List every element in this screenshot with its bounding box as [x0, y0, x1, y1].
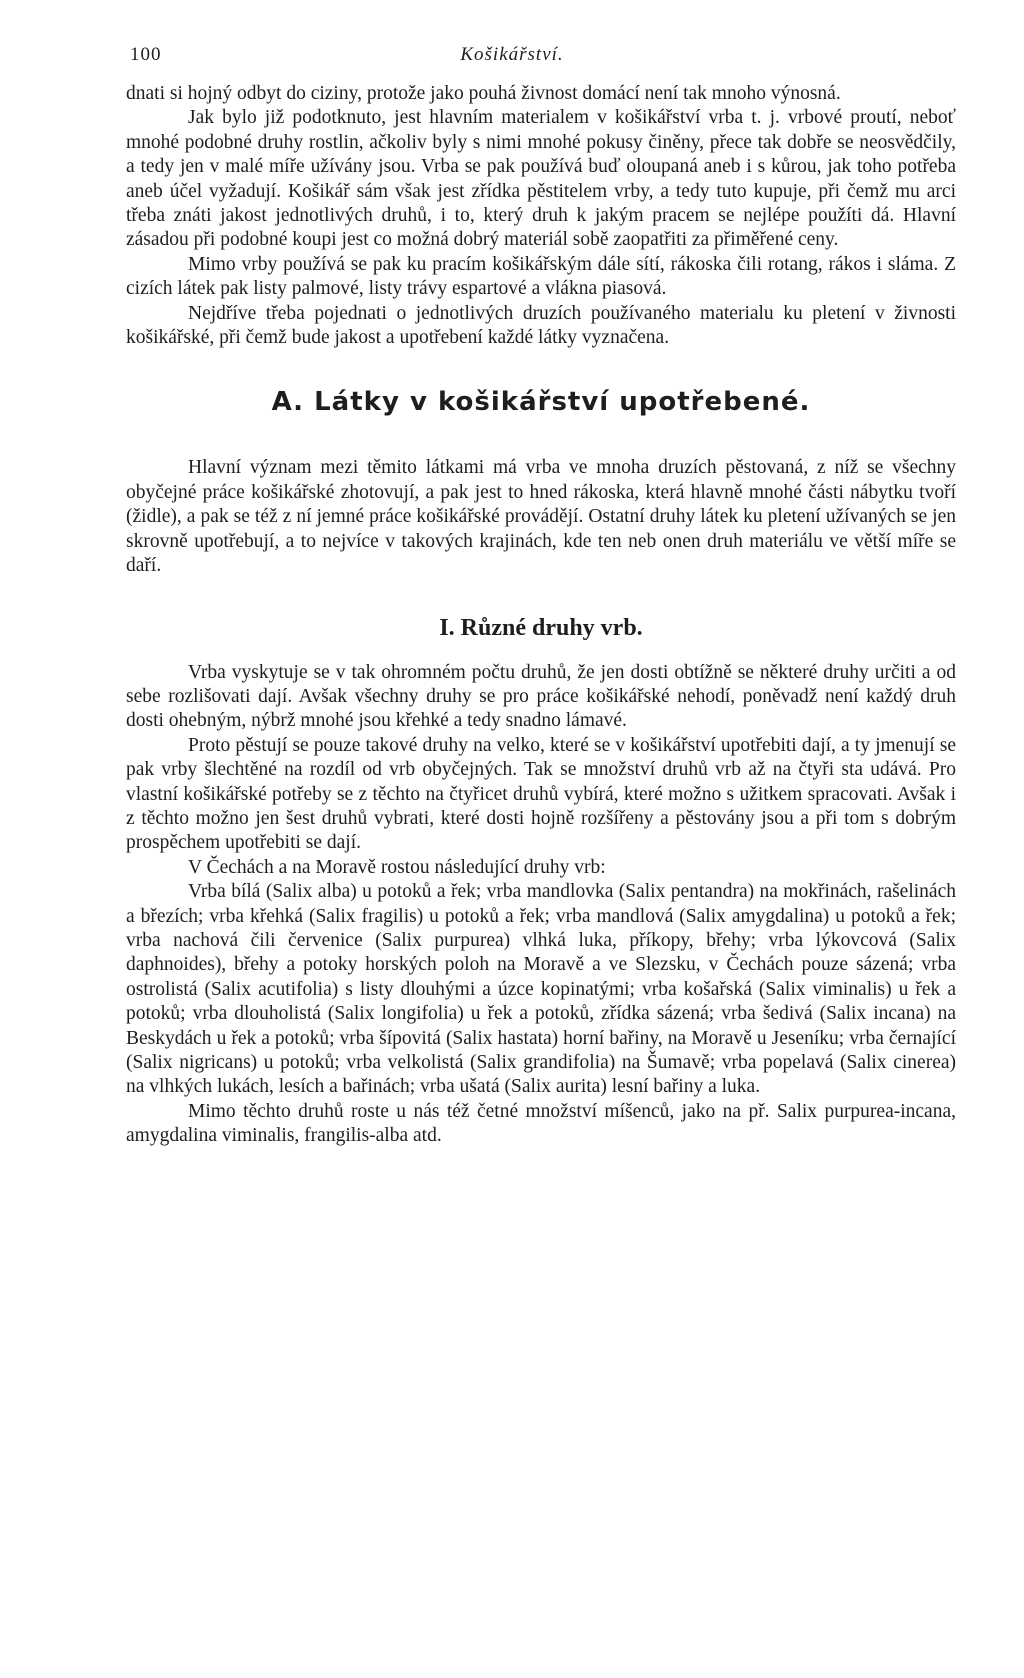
paragraph: Nejdříve třeba pojednati o jednotlivých druzích používaného materialu ku pletení v živnosti košikářské, při čemž bude jakost a upotřebení každé látky vyznačena. — [126, 302, 956, 349]
paragraph: Mimo vrby používá se pak ku pracím košikářským dále sítí, rákoska čili rotang, rákos i sláma. Z cizích látek pak listy palmové, listy trávy espartové a vlákna piasová. — [126, 253, 956, 300]
page-header — [0, 44, 1024, 74]
paragraph: V Čechách a na Moravě rostou následující druhy vrb: — [188, 856, 606, 878]
paragraph: Vrba vyskytuje se v tak ohromném počtu druhů, že jen dosti obtížně se některé druhy určiti a od sebe rozlišovati dají. Avšak všechny druhy se pro práce košikářské nehodí, poněvadž není každý druh dosti ohebným, nýbrž mnohé jsou křehké a tedy snadno lámavé. — [126, 661, 956, 732]
section-heading-1: I. Různé druhy vrb. — [439, 614, 643, 641]
paragraph: Mimo těchto druhů roste u nás též četné množství míšenců, jako na př. Salix purpurea-incana, amygdalina viminalis, frangilis-alba atd. — [126, 1100, 956, 1147]
paragraph: dnati si hojný odbyt do ciziny, protože jako pouhá živnost domácí není tak mnoho výnosná. — [126, 83, 841, 104]
paragraph: Jak bylo již podotknuto, jest hlavním materialem v košikářství vrba t. j. vrbové proutí, neboť mnohé podobné druhy rostlin, ačkoliv byly s nimi mnohé pokusy činěny, přece tak dobře se neosvědčily, a tedy jen v malé míře užívány jsou. Vrba se pak používá buď oloupaná aneb i s kůrou, jak toho potřeba aneb účel vyžadují. Košikář sám však jest zřídka pěstitelem vrby, a tedy tuto kupuje, při čemž mu arci třeba znáti jakost jednotlivých druhů, i to, který druh k jakým pracem se nejlépe použíti dá. Hlavní zásadou při podobné koupi jest co možná dobrý materiál sobě zaopatřiti za přiměřené ceny. — [126, 107, 956, 251]
running-title: Košikářství. — [460, 44, 564, 65]
section-heading-a: A. Látky v košikářství upotřebené. — [271, 387, 811, 418]
paragraph: Proto pěstují se pouze takové druhy na velko, které se v košikářství upotřebiti dají, a ty jmenují se pak vrby šlechtěné na rozdíl od vrb obyčejných. Tak se množství druhů vrb až na čtyři sta udává. Pro vlastní košikářské potřeby se z těchto na čtyřicet druhů vybírá, které možno s užitkem spracovati. Avšak i z těchto možno jen šest druhů vybrati, které dosti hojně rozšířeny a pěstovány jsou a při tom s dobrým prospěchem upotřebiti se dají. — [126, 734, 956, 854]
paragraph: Hlavní význam mezi těmito látkami má vrba ve mnoha druzích pěstovaná, z níž se všechny obyčejné práce košikářské zhotovují, a pak jest to hned rákoska, která hlavně mnohé části nábytku tvoří (židle), a pak se též z ní jemné práce košikářské provádějí. Ostatní druhy látek ku pletení užívaných se jen skrovně upotřebují, a to nejvíce v takových krajinách, kde ten neb onen druh materiálu ve větší míře se daří. — [126, 457, 956, 577]
page-body — [126, 82, 956, 1149]
paragraph: Vrba bílá (Salix alba) u potoků a řek; vrba mandlovka (Salix pentandra) na mokřinách, rašelinách a březích; vrba křehká (Salix fragilis) u potoků a řek; vrba mandlová (Salix amygdalina) u potoků a řek; vrba nachová čili červenice (Salix purpurea) vlhká luka, příkopy, břehy; vrba lýkovcová (Salix daphnoides), břehy a potoky horských poloh na Moravě a ve Slezsku, v Čechách pouze sázená; vrba ostrolistá (Salix acutifolia) s listy dlouhými a úzce kopinatými; vrba košařská (Salix viminalis) u řek a potoků; vrba dlouholistá (Salix longifolia) u řek a potoků, zřídka sázená; vrba šedivá (Salix incana) na Beskydách u řek a potoků; vrba šípovitá (Salix hastata) horní bařiny, na Moravě u Jeseníku; vrba černající (Salix nigricans) u potoků; vrba velkolistá (Salix grandifolia) na Šumavě; vrba popelavá (Salix cinerea) na vlhkých lukách, lesích a bařinách; vrba ušatá (Salix aurita) lesní bařiny a luka. — [126, 881, 956, 1098]
page-number: 100 — [130, 44, 162, 65]
